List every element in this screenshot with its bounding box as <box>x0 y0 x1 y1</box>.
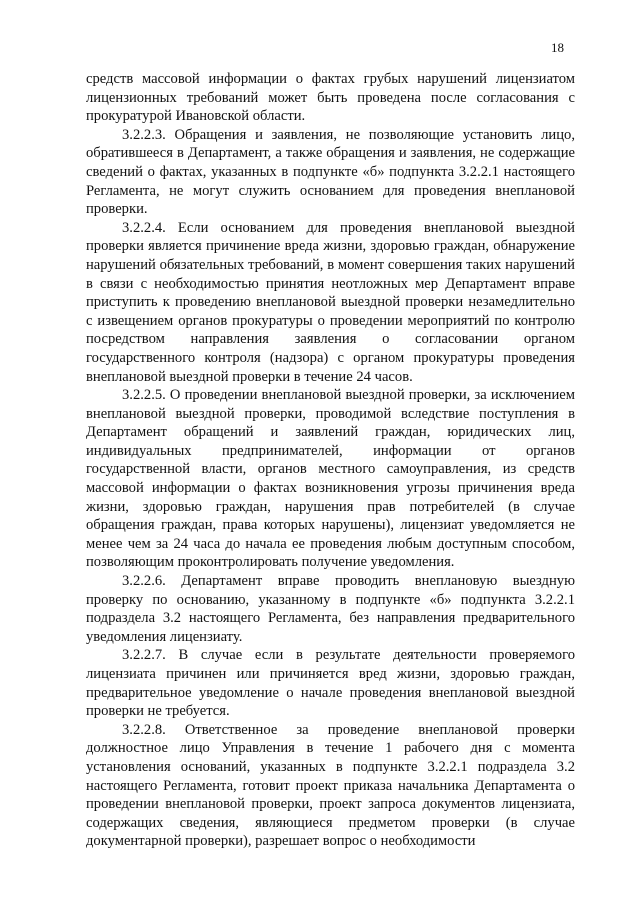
document-body <box>86 70 575 851</box>
page-number: 18 <box>551 40 564 55</box>
paragraph-3-2-2-3: 3.2.2.3. Обращения и заявления, не позволяющие установить лицо, обратившееся в Департамент, а также обращения и заявления, не содержащие сведений о фактах, указанных в подпункте «б» подпункта 3.2.2.1 настоящего Регламента, не могут служить основанием для проведения внеплановой проверки. <box>86 126 575 218</box>
paragraph-3-2-2-6: 3.2.2.6. Департамент вправе проводить внеплановую выездную проверку по основанию, указанному в подпункте «б» подпункта 3.2.2.1 подраздела 3.2 настоящего Регламента, без направления предварительного уведомления лицензиату. <box>86 573 575 645</box>
paragraph-3-2-2-8: 3.2.2.8. Ответственное за проведение внеплановой проверки должностное лицо Управления в течение 1 рабочего дня с момента установления оснований, указанных в подпункте 3.2.2.1 подраздела 3.2 настоящего Регламента, готовит проект приказа начальника Департамента о проведении внеплановой проверки, проект запроса документов лицензиата, содержащих сведения, являющиеся предметом проверки (в случае документарной проверки), разрешает вопрос о необходимости <box>86 721 575 850</box>
paragraph-continuation: средств массовой информации о фактах грубых нарушений лицензиатом лицензионных требований может быть проведена после согласования с прокуратурой Ивановской области. <box>86 71 575 125</box>
paragraph-3-2-2-4: 3.2.2.4. Если основанием для проведения внеплановой выездной проверки является причинение вреда жизни, здоровью граждан, обнаружение нарушений обязательных требований, в момент совершения таких нарушений в связи с необходимостью принятия неотложных мер Департамент вправе приступить к проведению внеплановой выездной проверки незамедлительно с извещением органов прокуратуры о проведении мероприятий по контролю посредством направления заявления о согласовании органом государственного контроля (надзора) с органом прокуратуры проведения внеплановой выездной проверки в течение 24 часов. <box>86 219 575 385</box>
paragraph-3-2-2-7: 3.2.2.7. В случае если в результате деятельности проверяемого лицензиата причинен или причиняется вред жизни, здоровью граждан, предварительное уведомление о начале проведения внеплановой выездной проверки не требуется. <box>86 647 575 720</box>
paragraph-3-2-2-5: 3.2.2.5. О проведении внеплановой выездной проверки, за исключением внеплановой выездной проверки, проводимой вследствие поступления в Департамент обращений и заявлений граждан, юридических лиц, индивидуальных предпринимателей, информации от органов государственной власти, органов местного самоуправления, из средств массовой информации о фактах возникновения угрозы причинения вреда жизни, здоровью граждан, нарушения прав потребителей (в случае обращения граждан, права которых нарушены), лицензиат уведомляется не менее чем за 24 часа до начала ее проведения любым доступным способом, позволяющим проконтролировать получение уведомления. <box>86 387 575 571</box>
